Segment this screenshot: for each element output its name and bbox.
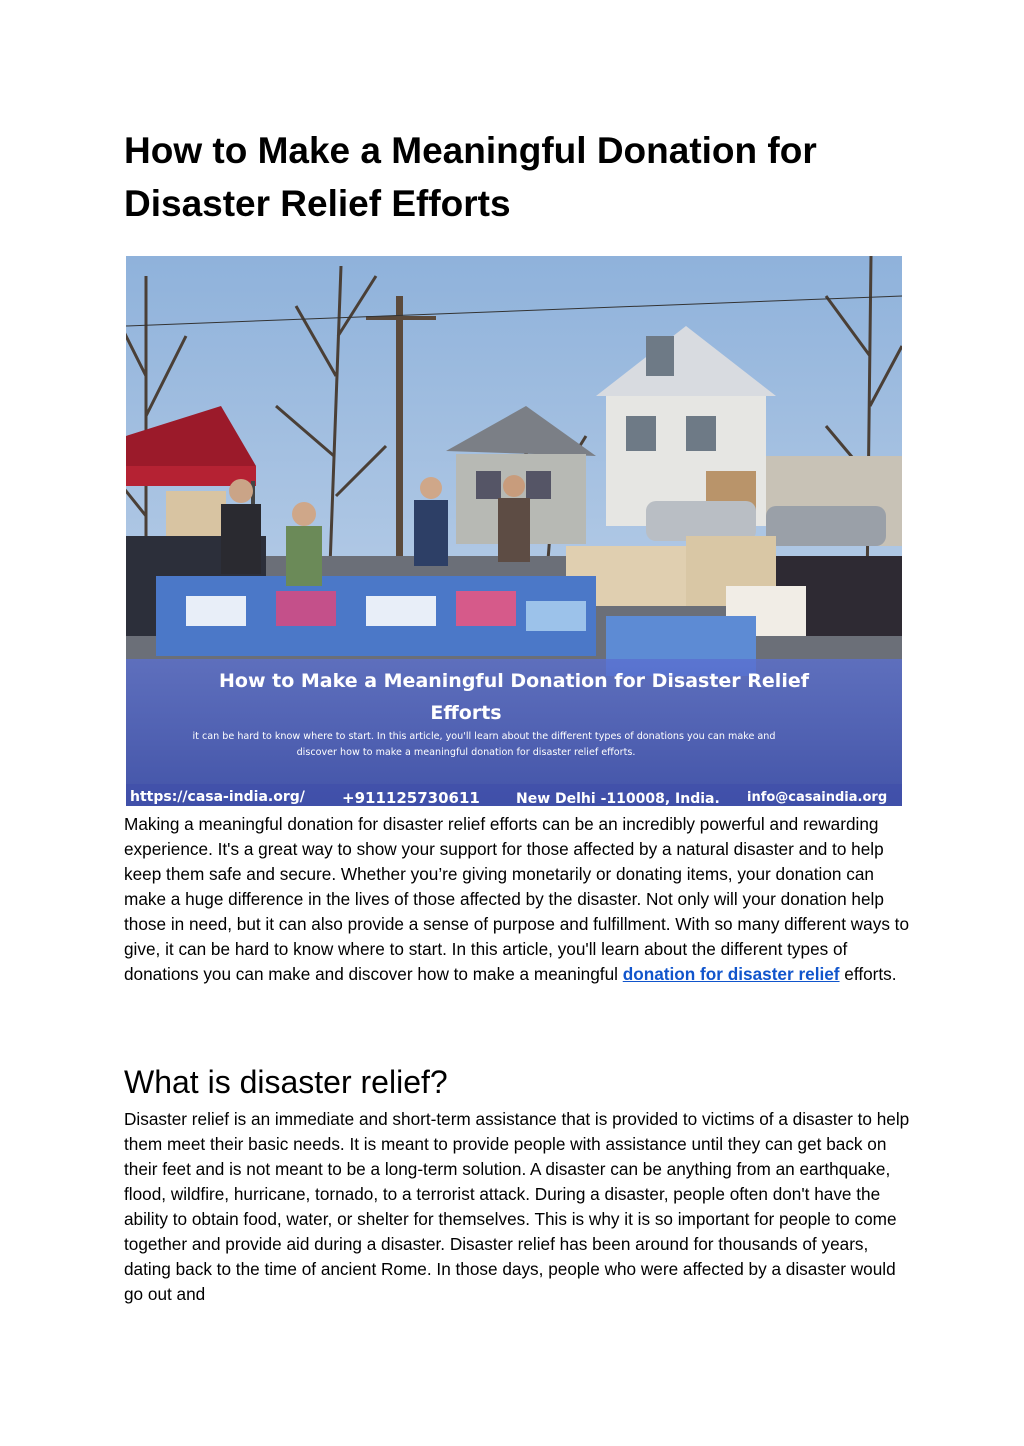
intro-text-after-link: efforts. — [839, 964, 897, 984]
banner-footer-email: info@casaindia.org — [747, 790, 888, 805]
article-title: How to Make a Meaningful Donation for Disaster Relief Efforts — [124, 130, 817, 224]
intro-paragraph — [124, 812, 914, 987]
hero-photo-illustration — [126, 256, 902, 806]
donation-link[interactable]: donation for disaster relief — [622, 964, 840, 984]
banner-title-line1: How to Make a Meaningful Donation for Disaster Relief — [218, 670, 810, 692]
banner-title-line2: Efforts — [430, 702, 502, 724]
intro-text-before-link: Making a meaningful donation for disaster relief efforts can be an incredibly powerful and rewarding experience. It's a great way to show your support for those affected by a natural disaster and to help keep them safe and secure. Whether you’re giving monetarily or donating items, your donation can make a huge difference in the lives of those affected by the disaster. Not only will your donation help those in need, but it can also provide a sense of purpose and fulfillment. With so many different ways to give, it can be hard to know where to start. In this article, you'll learn about the different types of donations you can make and discover how to make a meaningful — [124, 814, 910, 984]
banner-footer-url: https://casa-india.org/ — [130, 789, 305, 805]
section-paragraph: Disaster relief is an immediate and short-term assistance that is provided to victims of a disaster to help them meet their basic needs. It is meant to provide people with assistance until they can get back on their feet and is not meant to be a long-term solution. A disaster can be anything from an earthquake, flood, wildfire, hurricane, tornado, to a terrorist attack. During a disaster, people often don't have the ability to obtain food, water, or shelter for themselves. This is why it is so important for people to come together and provide aid during a disaster. Disaster relief has been around for thousands of years, dating back to the time of ancient Rome. In those days, people who were affected by a disaster would go out and — [124, 1109, 910, 1304]
banner-subtitle-line2: discover how to make a meaningful donation for disaster relief efforts. — [296, 747, 636, 758]
hero-image — [126, 256, 902, 806]
banner-footer-address: New Delhi -110008, India. — [516, 791, 720, 806]
banner-subtitle-line1: it can be hard to know where to start. In this article, you'll learn about the different types of donations you can make and — [192, 731, 776, 742]
section-heading: What is disaster relief? — [124, 1064, 448, 1100]
banner-footer-phone: +911125730611 — [342, 789, 480, 806]
